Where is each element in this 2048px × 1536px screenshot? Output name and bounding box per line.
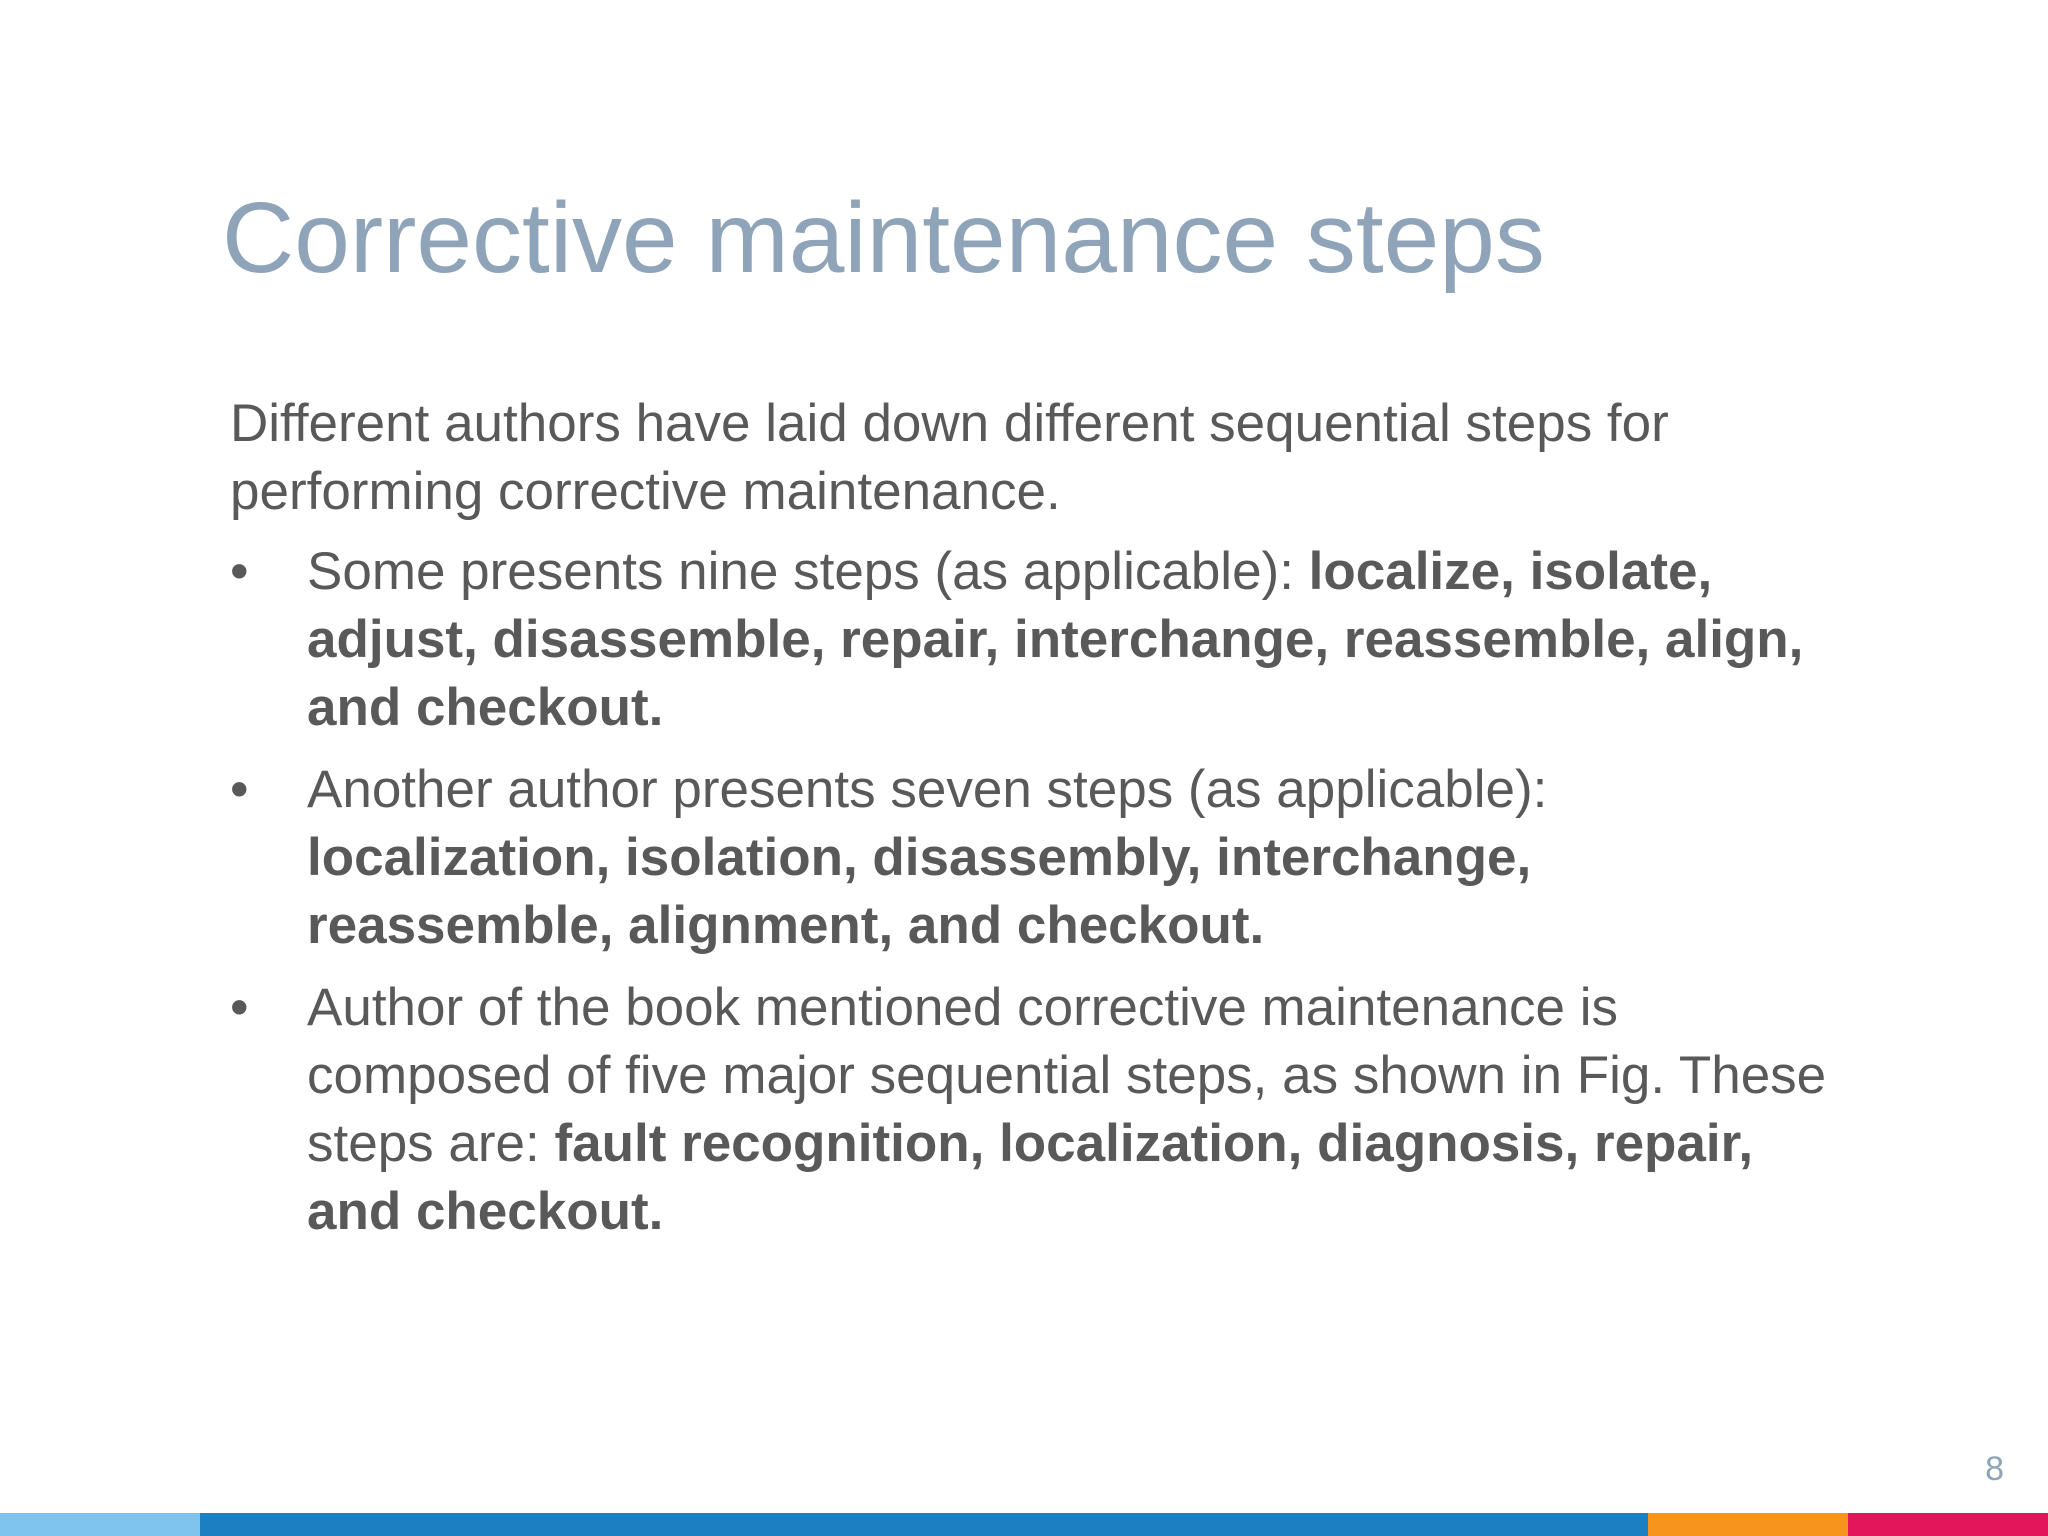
bullet-dot-icon: • — [230, 978, 249, 1037]
page-number: 8 — [1985, 1450, 2004, 1488]
intro-paragraph: Different authors have laid down different sequential steps for performing corrective maintenance. — [230, 394, 1669, 521]
bullet-text-normal: Author of the book mentioned corrective maintenance is composed of five major sequential steps, as shown in Fig. These steps are: — [307, 978, 1827, 1173]
bullet-item — [230, 974, 1830, 1246]
slide-title: Corrective maintenance steps — [222, 182, 1545, 294]
bullet-text-normal: Another author presents seven steps (as applicable): — [307, 760, 1548, 819]
bar-segment-blue — [200, 1513, 1648, 1536]
bullet-text-bold: fault recognition, localization, diagnosis, repair, and checkout. — [307, 1114, 1754, 1241]
footer-color-bar — [0, 1513, 2048, 1536]
bullet-dot-icon: • — [230, 542, 249, 601]
bullet-item — [230, 756, 1830, 960]
slide-body — [230, 390, 1830, 1260]
bullet-text-normal: Some presents nine steps (as applicable): — [307, 542, 1309, 601]
bullet-dot-icon: • — [230, 760, 249, 819]
bar-segment-pink — [1848, 1513, 2048, 1536]
bullet-item — [230, 538, 1830, 742]
bar-segment-orange — [1648, 1513, 1848, 1536]
bullet-text-bold: localization, isolation, disassembly, interchange, reassemble, alignment, and checkout. — [307, 828, 1532, 955]
bullet-text-bold: localize, isolate, adjust, disassemble, repair, interchange, reassemble, align, and checkout. — [307, 542, 1804, 737]
bar-segment-light-blue — [0, 1513, 200, 1536]
